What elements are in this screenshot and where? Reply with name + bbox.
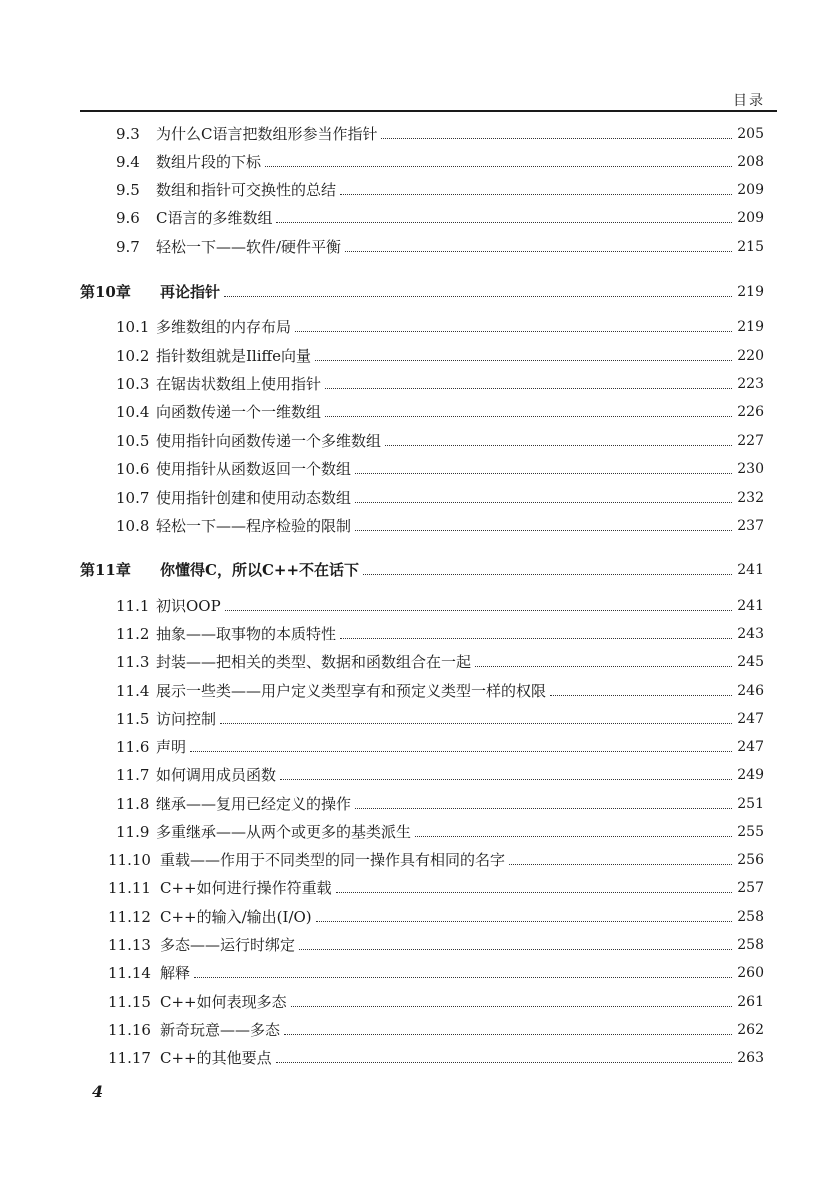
dot-leader: [220, 723, 732, 724]
toc-section-row: [80, 204, 764, 228]
toc-entry-page: 209: [737, 210, 764, 226]
dot-leader: [340, 638, 732, 639]
dot-leader: [509, 864, 732, 865]
toc-entry-page: 262: [737, 1022, 764, 1038]
toc-section-row: [80, 818, 764, 842]
dot-leader: [265, 166, 732, 167]
toc-section-row: [80, 677, 764, 701]
dot-leader: [340, 194, 732, 195]
toc-entry-number: 9.4: [116, 153, 140, 171]
toc-entry-title: 轻松一下——软件/硬件平衡: [156, 238, 342, 256]
dot-leader: [316, 921, 732, 922]
toc-entry-title: C++如何表现多态: [160, 993, 287, 1011]
toc-section-row: [80, 846, 764, 870]
toc-entry-number: 9.5: [116, 181, 140, 199]
dot-leader: [291, 1006, 732, 1007]
toc-entry-title: 如何调用成员函数: [156, 766, 277, 784]
dot-leader: [194, 977, 732, 978]
toc-entry-page: 246: [737, 683, 764, 699]
dot-leader: [355, 502, 732, 503]
toc-entry-number: 9.3: [116, 125, 140, 143]
toc-entry-title: 多维数组的内存布局: [156, 318, 292, 336]
toc-section-row: [80, 120, 764, 144]
toc-section-row: [80, 484, 764, 508]
toc-entry-title: C语言的多维数组: [156, 209, 273, 227]
toc-entry-page: 232: [737, 490, 764, 506]
toc-entry-page: 256: [737, 852, 764, 868]
toc-section-row: [80, 455, 764, 479]
toc-entry-title: 数组和指针可交换性的总结: [156, 181, 337, 199]
dot-leader: [415, 836, 732, 837]
toc-entry-number: 11.5: [116, 710, 150, 728]
toc-entry-title: 你懂得C，所以C++不在话下: [160, 561, 360, 579]
toc-section-row: [80, 342, 764, 366]
toc-entry-number: 11.8: [116, 795, 150, 813]
toc-entry-page: 245: [737, 654, 764, 670]
toc-entry-page: 241: [737, 562, 764, 578]
toc-entry-number: 11.9: [116, 823, 150, 841]
toc-entry-title: C++的输入/输出(I/O): [160, 908, 312, 926]
toc-entry-page: 258: [737, 937, 764, 953]
toc-entry-title: 展示一些类——用户定义类型享有和预定义类型一样的权限: [156, 682, 547, 700]
toc-entry-title: 解释: [160, 964, 191, 982]
toc-entry-number: 第10章: [80, 283, 131, 301]
toc-section-row: [80, 313, 764, 337]
page-header-title: 目录: [733, 93, 765, 109]
toc-section-row: [80, 1016, 764, 1040]
toc-entry-number: 11.2: [116, 625, 150, 643]
toc-chapter-row: [80, 556, 764, 580]
toc-entry-title: 继承——复用已经定义的操作: [156, 795, 352, 813]
toc-entry-page: 251: [737, 796, 764, 812]
dot-leader: [224, 296, 732, 297]
toc-entry-title: 声明: [156, 738, 187, 756]
toc-entry-page: 263: [737, 1050, 764, 1066]
toc-entry-number: 11.7: [116, 766, 150, 784]
dot-leader: [315, 360, 732, 361]
dot-leader: [345, 251, 732, 252]
toc-section-row: [80, 233, 764, 257]
toc-entry-title: 初识OOP: [156, 597, 221, 615]
toc-entry-number: 11.6: [116, 738, 150, 756]
toc-section-row: [80, 176, 764, 200]
toc-section-row: [80, 620, 764, 644]
toc-entry-title: 轻松一下——程序检验的限制: [156, 517, 352, 535]
toc-entry-number: 11.15: [108, 993, 151, 1011]
toc-entry-title: C++的其他要点: [160, 1049, 272, 1067]
dot-leader: [336, 892, 732, 893]
toc-entry-title: 重载——作用于不同类型的同一操作具有相同的名字: [160, 851, 506, 869]
toc-entry-number: 11.12: [108, 908, 151, 926]
toc-section-row: [80, 1044, 764, 1068]
toc-entry-number: 11.14: [108, 964, 151, 982]
dot-leader: [295, 331, 732, 332]
toc-entry-page: 219: [737, 284, 764, 300]
toc-section-row: [80, 592, 764, 616]
toc-entry-number: 11.3: [116, 653, 150, 671]
toc-section-row: [80, 398, 764, 422]
dot-leader: [325, 388, 732, 389]
toc-entry-page: 223: [737, 376, 764, 392]
toc-entry-page: 227: [737, 433, 764, 449]
dot-leader: [280, 779, 732, 780]
page-number: 4: [92, 1082, 104, 1101]
toc-entry-title: 向函数传递一个一维数组: [156, 403, 322, 421]
toc-entry-page: 237: [737, 518, 764, 534]
dot-leader: [225, 610, 732, 611]
toc-entry-page: 255: [737, 824, 764, 840]
toc-section-row: [80, 761, 764, 785]
toc-entry-number: 第11章: [80, 561, 131, 579]
dot-leader: [276, 222, 732, 223]
toc-entry-number: 10.3: [116, 375, 150, 393]
dot-leader: [284, 1034, 732, 1035]
toc-section-row: [80, 648, 764, 672]
toc-entry-number: 10.7: [116, 489, 150, 507]
toc-entry-title: 多重继承——从两个或更多的基类派生: [156, 823, 412, 841]
toc-entry-title: 为什么C语言把数组形参当作指针: [156, 125, 378, 143]
toc-entry-number: 10.6: [116, 460, 150, 478]
dot-leader: [381, 138, 732, 139]
toc-entry-title: 在锯齿状数组上使用指针: [156, 375, 322, 393]
toc-entry-number: 11.17: [108, 1049, 151, 1067]
toc-entry-number: 11.4: [116, 682, 150, 700]
toc-entry-number: 11.13: [108, 936, 151, 954]
toc-entry-page: 208: [737, 154, 764, 170]
toc-entry-title: 封装——把相关的类型、数据和函数组合在一起: [156, 653, 472, 671]
toc-section-row: [80, 790, 764, 814]
dot-leader: [385, 445, 732, 446]
dot-leader: [325, 416, 732, 417]
toc-section-row: [80, 427, 764, 451]
toc-entry-page: 220: [737, 348, 764, 364]
toc-entry-page: 249: [737, 767, 764, 783]
toc-entry-page: 243: [737, 626, 764, 642]
toc-entry-page: 241: [737, 598, 764, 614]
toc-entry-number: 9.7: [116, 238, 140, 256]
dot-leader: [355, 530, 732, 531]
toc-entry-number: 10.2: [116, 347, 150, 365]
toc-entry-title: 新奇玩意——多态: [160, 1021, 281, 1039]
toc-entry-number: 10.4: [116, 403, 150, 421]
toc-entry-page: 215: [737, 239, 764, 255]
toc-entry-title: 使用指针向函数传递一个多维数组: [156, 432, 382, 450]
toc-entry-page: 261: [737, 994, 764, 1010]
toc-chapter-row: [80, 278, 764, 302]
toc-entry-page: 258: [737, 909, 764, 925]
toc-section-row: [80, 512, 764, 536]
dot-leader: [190, 751, 732, 752]
toc-entry-page: 205: [737, 126, 764, 142]
toc-entry-number: 10.8: [116, 517, 150, 535]
toc-entry-title: 多态——运行时绑定: [160, 936, 296, 954]
toc-entry-number: 11.16: [108, 1021, 151, 1039]
toc-entry-title: 使用指针创建和使用动态数组: [156, 489, 352, 507]
toc-entry-number: 11.10: [108, 851, 151, 869]
toc-entry-title: 数组片段的下标: [156, 153, 262, 171]
toc-section-row: [80, 903, 764, 927]
toc-entry-number: 11.1: [116, 597, 150, 615]
dot-leader: [355, 808, 732, 809]
toc-entry-page: 260: [737, 965, 764, 981]
dot-leader: [550, 695, 732, 696]
toc-section-row: [80, 874, 764, 898]
toc-section-row: [80, 931, 764, 955]
toc-entry-number: 10.5: [116, 432, 150, 450]
toc-section-row: [80, 959, 764, 983]
toc-section-row: [80, 988, 764, 1012]
toc-entry-page: 230: [737, 461, 764, 477]
toc-section-row: [80, 733, 764, 757]
toc-entry-title: C++如何进行操作符重载: [160, 879, 332, 897]
toc-entry-title: 指针数组就是Iliffe向量: [156, 347, 312, 365]
toc-section-row: [80, 705, 764, 729]
toc-entry-page: 226: [737, 404, 764, 420]
toc-entry-number: 11.11: [108, 879, 151, 897]
dot-leader: [475, 666, 732, 667]
toc-entry-page: 257: [737, 880, 764, 896]
toc-section-row: [80, 370, 764, 394]
toc-entry-page: 219: [737, 319, 764, 335]
dot-leader: [276, 1062, 732, 1063]
toc-entry-page: 247: [737, 711, 764, 727]
dot-leader: [355, 473, 732, 474]
toc-entry-title: 访问控制: [156, 710, 217, 728]
toc-section-row: [80, 148, 764, 172]
toc-entry-number: 10.1: [116, 318, 150, 336]
toc-entry-title: 抽象——取事物的本质特性: [156, 625, 337, 643]
toc-entry-page: 209: [737, 182, 764, 198]
toc-entry-number: 9.6: [116, 209, 140, 227]
toc-entry-page: 247: [737, 739, 764, 755]
toc-entry-title: 使用指针从函数返回一个数组: [156, 460, 352, 478]
toc-entry-title: 再论指针: [160, 283, 221, 301]
dot-leader: [363, 574, 732, 575]
dot-leader: [299, 949, 732, 950]
